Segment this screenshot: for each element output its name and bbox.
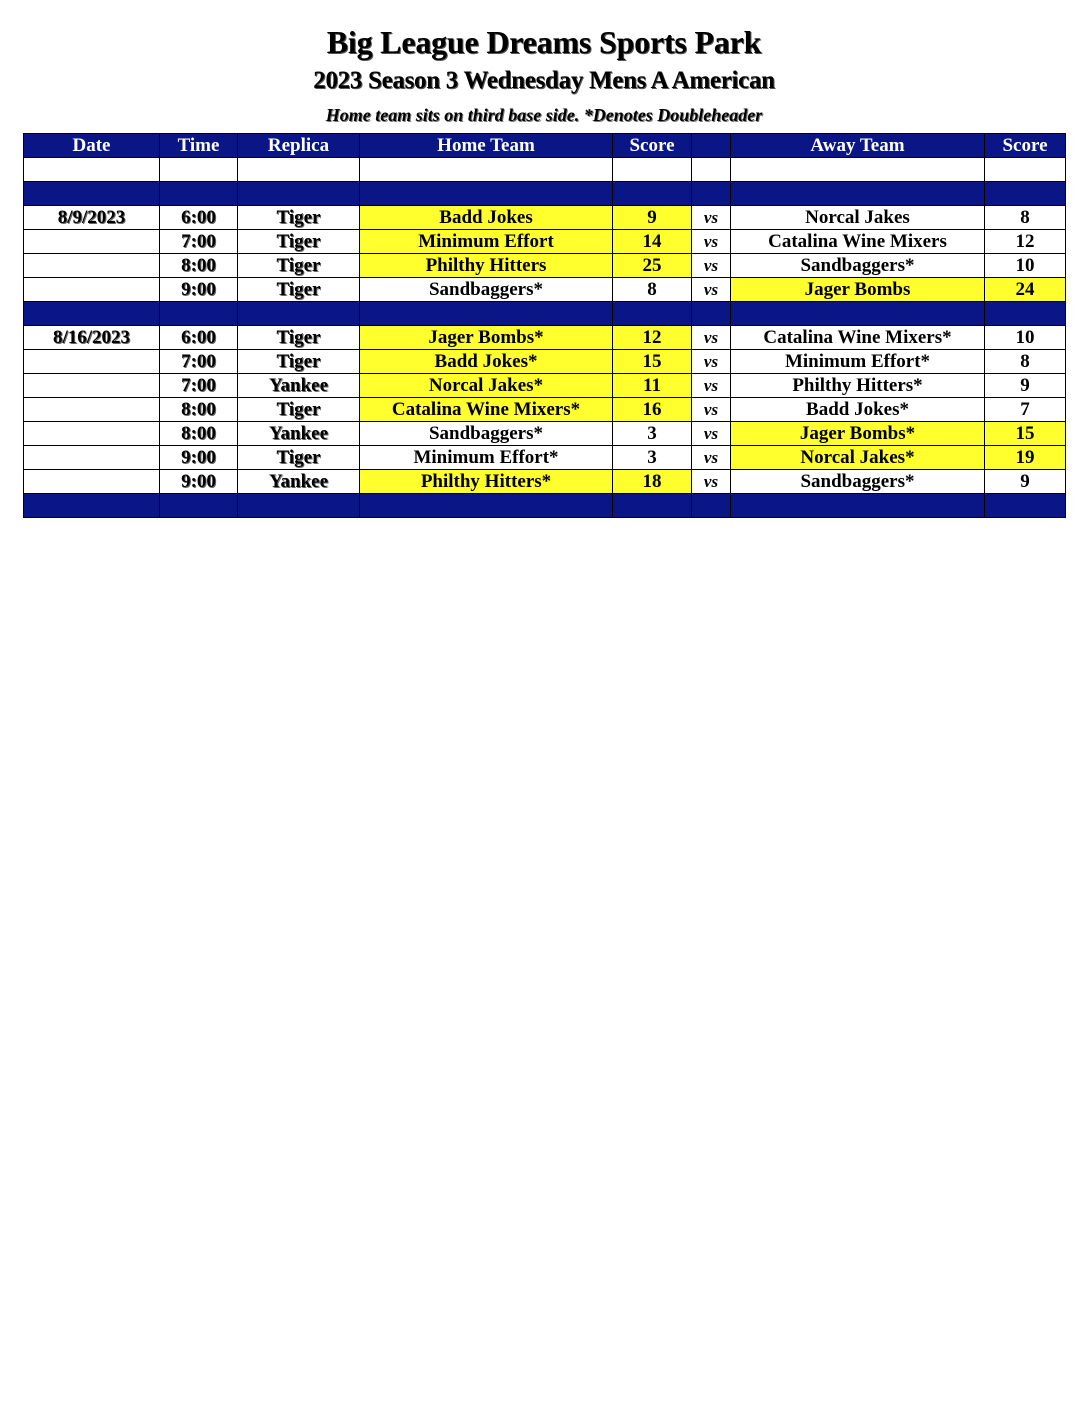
empty-cell	[692, 302, 731, 326]
away-score: 10	[985, 254, 1066, 278]
empty-cell	[692, 494, 731, 518]
game-row	[24, 398, 1066, 422]
home-score: 25	[613, 254, 692, 278]
home-score: 15	[613, 350, 692, 374]
col-date: Date	[24, 134, 160, 158]
home-score: 18	[613, 470, 692, 494]
home-score: 3	[613, 446, 692, 470]
game-date: 8/16/2023	[24, 326, 160, 350]
game-row	[24, 278, 1066, 302]
vs-label: vs	[692, 470, 731, 494]
home-team: Philthy Hitters*	[360, 470, 613, 494]
home-score: 9	[613, 206, 692, 230]
empty-cell	[731, 182, 985, 206]
vs-label: vs	[692, 374, 731, 398]
game-date	[24, 350, 160, 374]
game-time: 8:00	[160, 254, 238, 278]
game-time: 8:00	[160, 398, 238, 422]
game-replica: Tiger	[238, 230, 360, 254]
page-title: Big League Dreams Sports Park	[326, 24, 762, 60]
game-row	[24, 230, 1066, 254]
game-date	[24, 230, 160, 254]
game-time: 9:00	[160, 278, 238, 302]
away-score: 24	[985, 278, 1066, 302]
empty-cell	[360, 182, 613, 206]
away-team: Jager Bombs	[731, 278, 985, 302]
away-team: Sandbaggers*	[731, 470, 985, 494]
schedule-note: Home team sits on third base side. *Denotes Doubleheader	[325, 105, 763, 125]
col-home-team: Home Team	[360, 134, 613, 158]
vs-label: vs	[692, 278, 731, 302]
game-date: 8/9/2023	[24, 206, 160, 230]
empty-cell	[360, 494, 613, 518]
game-replica: Yankee	[238, 374, 360, 398]
empty-cell	[238, 302, 360, 326]
home-score: 14	[613, 230, 692, 254]
away-team: Minimum Effort*	[731, 350, 985, 374]
game-time: 6:00	[160, 326, 238, 350]
away-score: 15	[985, 422, 1066, 446]
game-replica: Tiger	[238, 350, 360, 374]
empty-cell	[731, 494, 985, 518]
col-home-score: Score	[613, 134, 692, 158]
home-score: 16	[613, 398, 692, 422]
game-replica: Tiger	[238, 278, 360, 302]
separator-band-row	[24, 494, 1066, 518]
page-subtitle: 2023 Season 3 Wednesday Mens A American	[313, 67, 775, 94]
game-date	[24, 470, 160, 494]
game-row	[24, 470, 1066, 494]
home-team: Sandbaggers*	[360, 278, 613, 302]
game-replica: Yankee	[238, 470, 360, 494]
away-team: Jager Bombs*	[731, 422, 985, 446]
game-date	[24, 398, 160, 422]
game-date	[24, 446, 160, 470]
game-replica: Tiger	[238, 446, 360, 470]
game-time: 8:00	[160, 422, 238, 446]
col-time: Time	[160, 134, 238, 158]
game-row	[24, 206, 1066, 230]
empty-cell	[160, 302, 238, 326]
col-vs	[692, 134, 731, 158]
game-replica: Yankee	[238, 422, 360, 446]
away-team: Sandbaggers*	[731, 254, 985, 278]
empty-cell	[731, 302, 985, 326]
away-team: Norcal Jakes	[731, 206, 985, 230]
empty-cell	[985, 302, 1066, 326]
game-date	[24, 278, 160, 302]
empty-cell	[24, 158, 160, 182]
home-team: Jager Bombs*	[360, 326, 613, 350]
away-score: 9	[985, 374, 1066, 398]
vs-label: vs	[692, 206, 731, 230]
empty-cell	[160, 182, 238, 206]
away-score: 9	[985, 470, 1066, 494]
home-team: Badd Jokes	[360, 206, 613, 230]
game-row	[24, 446, 1066, 470]
home-score: 8	[613, 278, 692, 302]
game-row	[24, 254, 1066, 278]
game-replica: Tiger	[238, 398, 360, 422]
game-time: 7:00	[160, 230, 238, 254]
home-score: 12	[613, 326, 692, 350]
empty-cell	[24, 182, 160, 206]
home-team: Badd Jokes*	[360, 350, 613, 374]
game-date	[24, 374, 160, 398]
home-team: Minimum Effort*	[360, 446, 613, 470]
away-score: 12	[985, 230, 1066, 254]
vs-label: vs	[692, 446, 731, 470]
separator-band-row	[24, 302, 1066, 326]
empty-cell	[985, 158, 1066, 182]
game-replica: Tiger	[238, 206, 360, 230]
game-row	[24, 326, 1066, 350]
game-row	[24, 374, 1066, 398]
empty-cell	[613, 182, 692, 206]
game-row	[24, 422, 1066, 446]
game-row	[24, 350, 1066, 374]
game-time: 9:00	[160, 470, 238, 494]
empty-cell	[613, 302, 692, 326]
empty-cell	[360, 158, 613, 182]
empty-cell	[238, 494, 360, 518]
game-time: 7:00	[160, 374, 238, 398]
vs-label: vs	[692, 350, 731, 374]
empty-cell	[692, 158, 731, 182]
game-replica: Tiger	[238, 326, 360, 350]
empty-cell	[613, 494, 692, 518]
home-team: Philthy Hitters	[360, 254, 613, 278]
game-date	[24, 254, 160, 278]
home-team: Sandbaggers*	[360, 422, 613, 446]
empty-cell	[238, 158, 360, 182]
empty-row	[24, 158, 1066, 182]
home-team: Catalina Wine Mixers*	[360, 398, 613, 422]
home-score: 3	[613, 422, 692, 446]
empty-cell	[985, 182, 1066, 206]
vs-label: vs	[692, 422, 731, 446]
separator-band-row	[24, 182, 1066, 206]
game-time: 7:00	[160, 350, 238, 374]
col-replica: Replica	[238, 134, 360, 158]
game-date	[24, 422, 160, 446]
empty-cell	[360, 302, 613, 326]
vs-label: vs	[692, 254, 731, 278]
game-time: 9:00	[160, 446, 238, 470]
empty-cell	[985, 494, 1066, 518]
empty-cell	[160, 494, 238, 518]
col-away-score: Score	[985, 134, 1066, 158]
home-score: 11	[613, 374, 692, 398]
vs-label: vs	[692, 230, 731, 254]
empty-cell	[613, 158, 692, 182]
empty-cell	[24, 302, 160, 326]
away-score: 8	[985, 350, 1066, 374]
empty-cell	[160, 158, 238, 182]
home-team: Norcal Jakes*	[360, 374, 613, 398]
away-score: 8	[985, 206, 1066, 230]
empty-cell	[24, 494, 160, 518]
col-away-team: Away Team	[731, 134, 985, 158]
empty-cell	[238, 182, 360, 206]
away-team: Catalina Wine Mixers*	[731, 326, 985, 350]
away-team: Philthy Hitters*	[731, 374, 985, 398]
schedule-table	[23, 133, 1066, 518]
vs-label: vs	[692, 398, 731, 422]
away-team: Catalina Wine Mixers	[731, 230, 985, 254]
away-team: Badd Jokes*	[731, 398, 985, 422]
game-time: 6:00	[160, 206, 238, 230]
empty-cell	[692, 182, 731, 206]
header-row	[24, 134, 1066, 158]
away-team: Norcal Jakes*	[731, 446, 985, 470]
away-score: 19	[985, 446, 1066, 470]
game-replica: Tiger	[238, 254, 360, 278]
away-score: 10	[985, 326, 1066, 350]
away-score: 7	[985, 398, 1066, 422]
empty-cell	[731, 158, 985, 182]
vs-label: vs	[692, 326, 731, 350]
home-team: Minimum Effort	[360, 230, 613, 254]
